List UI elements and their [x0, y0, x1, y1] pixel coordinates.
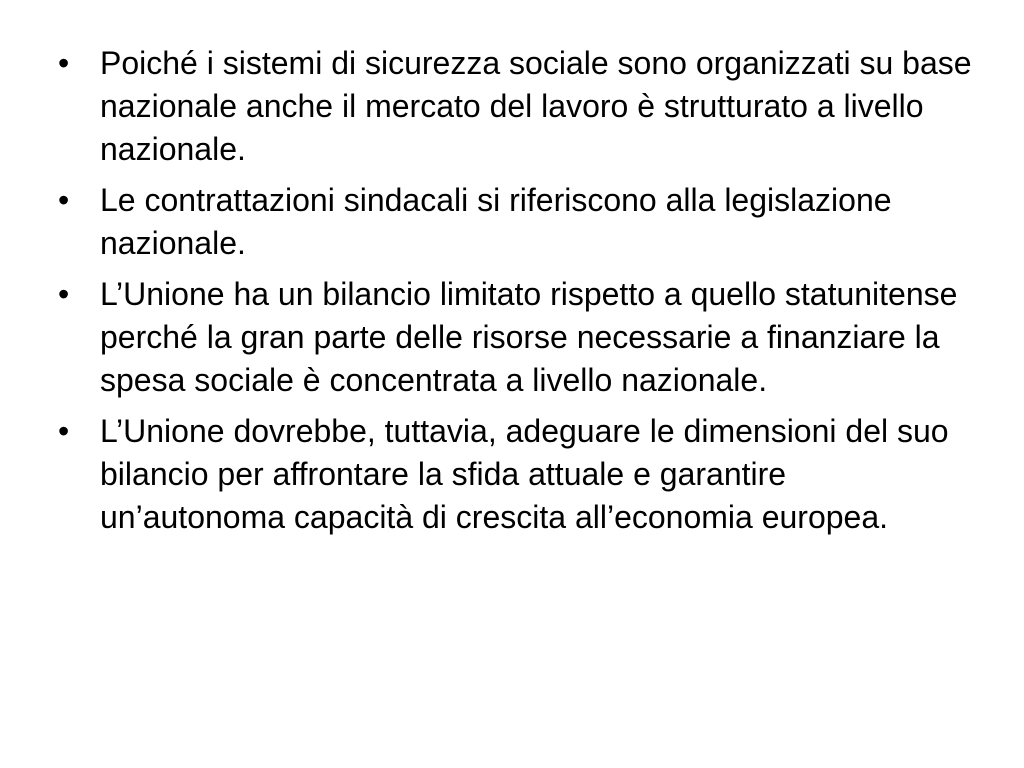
bullet-point-icon: • [58, 182, 70, 218]
bullet-text: Poiché i sistemi di sicurezza sociale sono organizzati su base nazionale anche il mercato del lavoro è strutturato a livello nazionale. [100, 45, 972, 167]
bullet-point-icon: • [58, 45, 70, 81]
bullet-text: Le contrattazioni sindacali si riferiscono alla legislazione nazionale. [100, 182, 892, 261]
bullet-item [58, 410, 978, 539]
bullet-point-icon: • [58, 276, 70, 312]
bullet-item [58, 273, 978, 402]
bullet-text: L’Unione ha un bilancio limitato rispetto a quello statunitense perché la gran parte delle risorse necessarie a finanziare la spesa sociale è concentrata a livello nazionale. [100, 276, 958, 398]
bullet-text: L’Unione dovrebbe, tuttavia, adeguare le dimensioni del suo bilancio per affrontare la sfida attuale e garantire un’autonoma capacità di crescita all’economia europea. [100, 413, 949, 535]
bullet-item [58, 179, 978, 265]
bullet-point-icon: • [58, 413, 70, 449]
bullet-list [58, 42, 978, 547]
bullet-item [58, 42, 978, 171]
